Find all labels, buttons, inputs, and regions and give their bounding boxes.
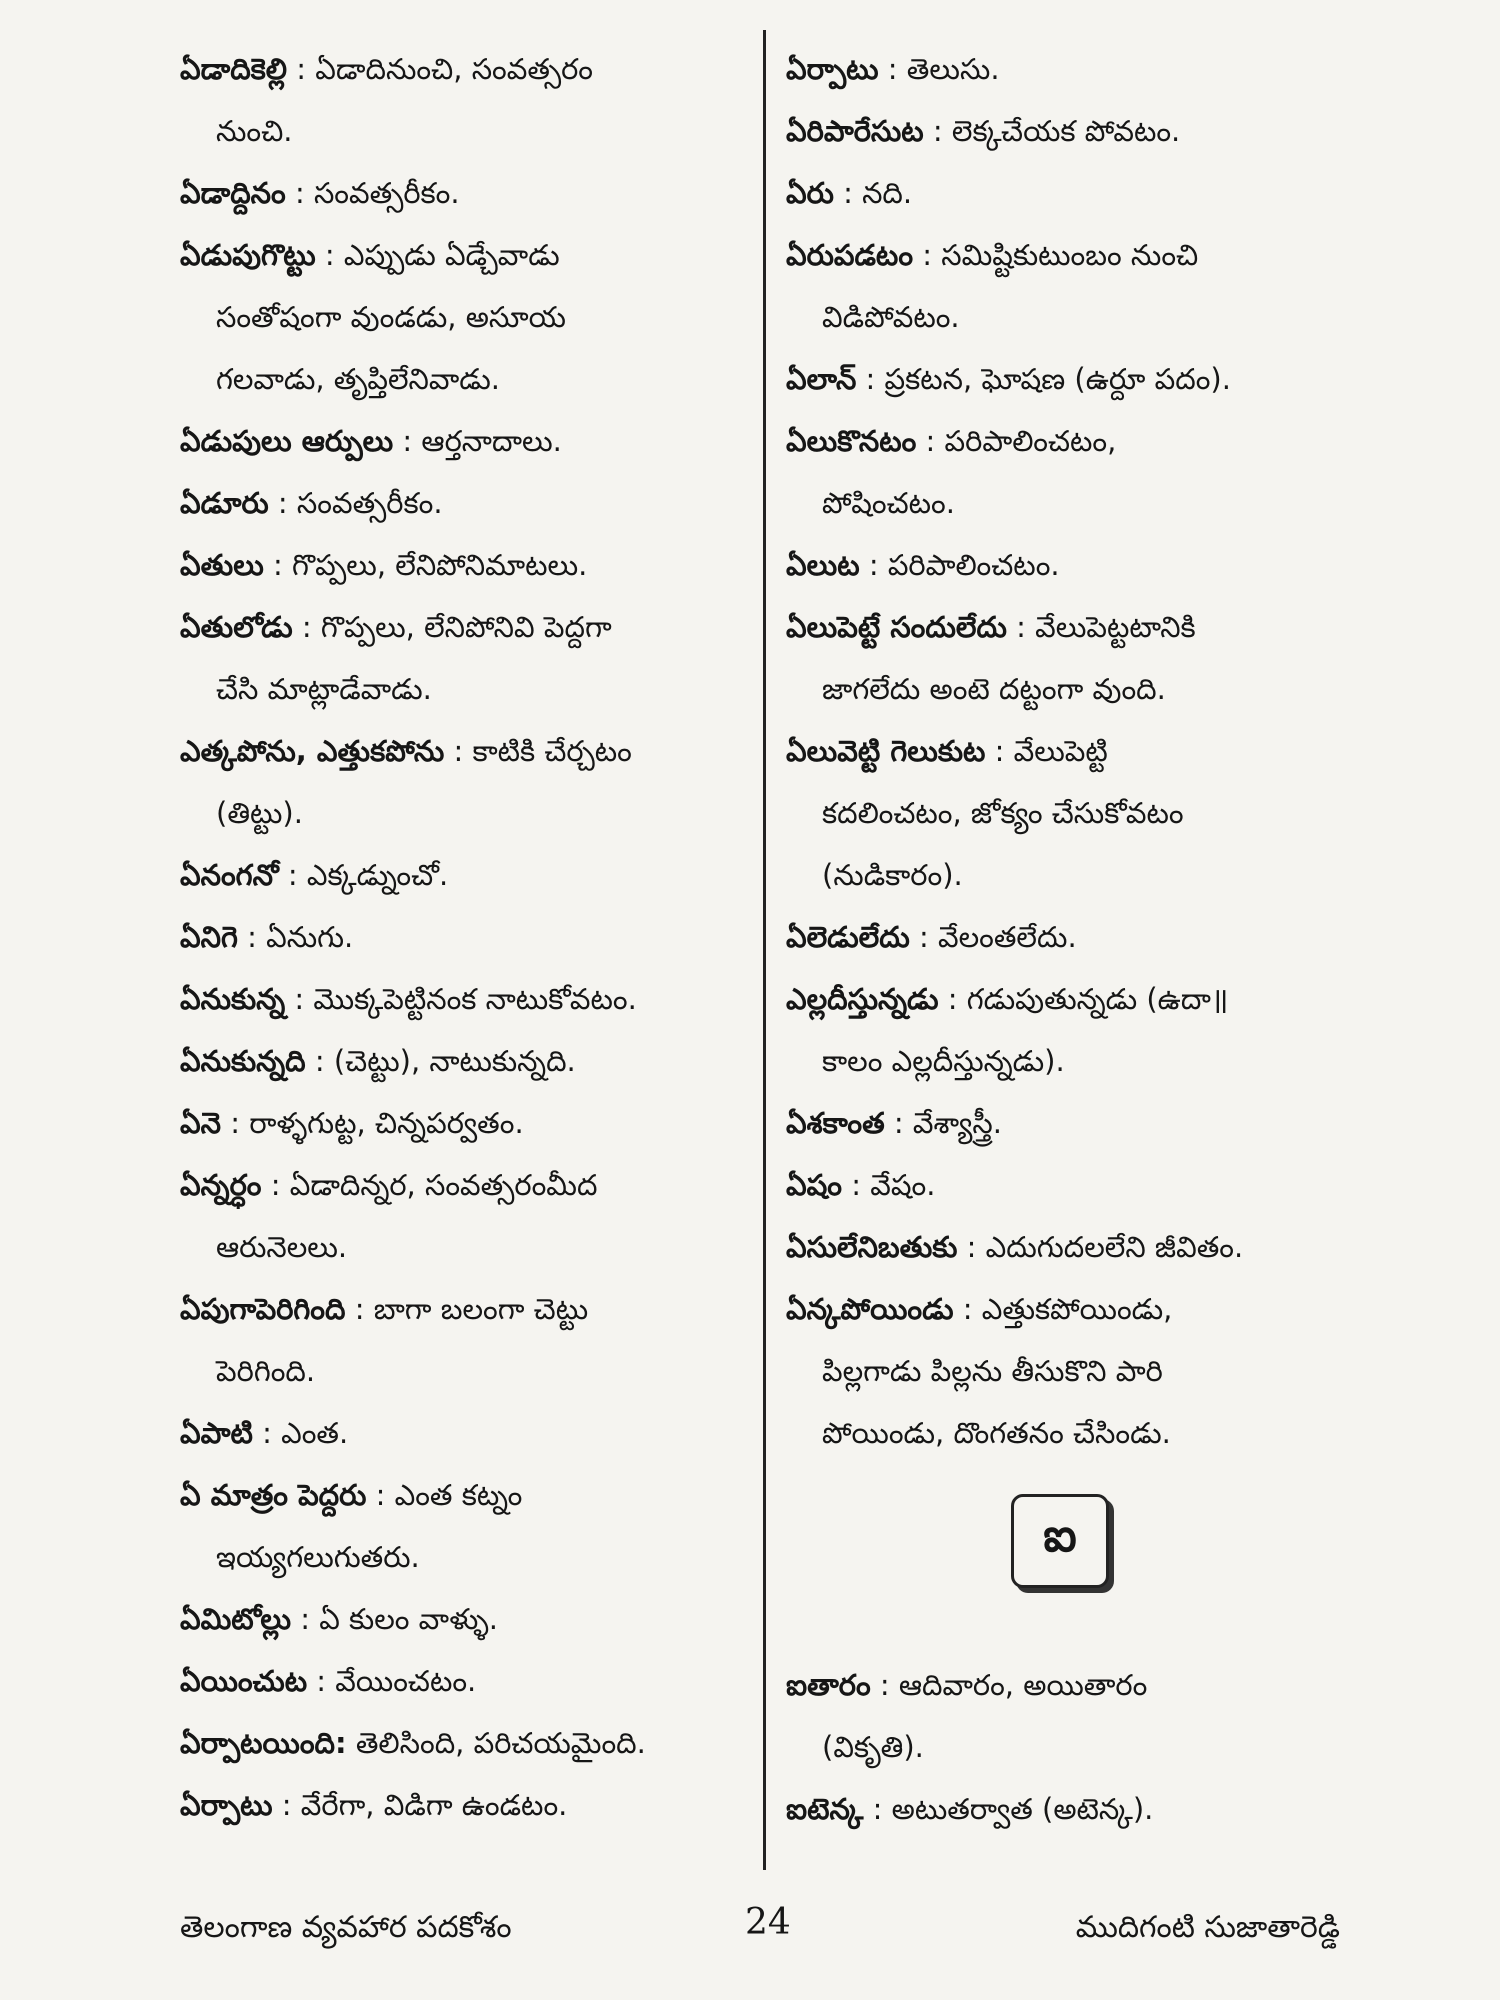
dictionary-entry (786, 348, 1341, 410)
entry-definition-continued: సంతోషంగా వుండడు, అసూయ (216, 300, 566, 334)
entry-definition-continued: విడిపోవటం. (822, 300, 960, 334)
entry-definition: : పరిపాలించటం. (859, 548, 1060, 582)
entry-definition: : రాళ్ళగుట్ట, చిన్నపర్వతం. (220, 1106, 524, 1140)
entry-headword: ఏన్కపోయిండు (786, 1292, 954, 1326)
entry-definition-continued: కాలం ఎల్లదీస్తున్నడు). (822, 1044, 1065, 1078)
footer-book-title: తెలంగాణ వ్యవహార పదకోశం (180, 1910, 512, 1945)
dictionary-entry (180, 1712, 755, 1774)
entry-definition: : గొప్పలు, లేనిపోనిమాటలు. (263, 548, 588, 582)
entry-headword: ఏలెడులేదు (786, 920, 910, 954)
entry-definition: : ఎక్కడ్నుంచో. (278, 858, 449, 892)
entry-definition: : ఆదివారం, అయితారం (870, 1668, 1148, 1702)
entry-headword: ఏరిపారేసుట (786, 114, 924, 148)
entry-headword: ఏసులేనిబతుకు (786, 1230, 958, 1264)
section-letter: ఐ (1043, 1508, 1077, 1562)
dictionary-entry (180, 1464, 755, 1588)
entry-definition-continued: (వికృతి). (822, 1730, 924, 1764)
entry-definition: : ఎంత. (252, 1416, 349, 1450)
entry-headword: ఏ మాత్రం పెద్దరు (180, 1478, 367, 1512)
entry-definition: : సంవత్సరీకం. (285, 176, 460, 210)
entry-headword: ఏనంగనో (180, 858, 279, 892)
entry-definition: : బాగా బలంగా చెట్టు (345, 1292, 589, 1326)
dictionary-entry (786, 1154, 1341, 1216)
entry-definition: : పరిపాలించటం, (916, 424, 1117, 458)
dictionary-entry (786, 1216, 1341, 1278)
entry-headword: ఏడాద్దినం (180, 176, 286, 210)
entry-definition: : ఏడాదినుంచి, సంవత్సరం (287, 52, 594, 86)
entry-definition: : వేరేగా, విడిగా ఉండటం. (272, 1788, 568, 1822)
entry-headword: ఏర్పాటయింది: (180, 1726, 347, 1760)
entry-definition-continued: నుంచి. (216, 114, 293, 148)
dictionary-entry (180, 968, 755, 1030)
dictionary-entry (786, 224, 1341, 348)
right-entries-bottom (786, 1654, 1341, 1840)
entry-definition: : ఏ కులం వాళ్ళు. (290, 1602, 498, 1636)
entry-definition: : ఏడాదిన్నర, సంవత్సరంమీద (261, 1168, 598, 1202)
entry-definition: తెలిసింది, పరిచయమైంది. (346, 1726, 646, 1760)
entry-headword: ఎల్లదీస్తున్నడు (786, 982, 939, 1016)
left-column (180, 38, 755, 1836)
entry-definition: : వేలంతలేదు. (909, 920, 1077, 954)
entry-definition: : సమిష్టికుటుంబం నుంచి (913, 238, 1199, 272)
dictionary-entry (180, 596, 755, 720)
entry-headword: ఎత్కపోను, ఎత్తుకపోను (180, 734, 445, 768)
dictionary-entry (180, 38, 755, 162)
entry-definition: : వేలుపెట్టటానికి (1006, 610, 1196, 644)
entry-headword: ఏలుకొనటం (786, 424, 917, 458)
entry-definition-continued: పోషించటం. (822, 486, 955, 520)
entry-definition: : ఎత్తుకపోయిండు, (953, 1292, 1173, 1326)
entry-definition: : ఆర్తనాదాలు. (393, 424, 562, 458)
entry-definition-continued: ఆరునెలలు. (216, 1230, 348, 1264)
dictionary-entry (786, 100, 1341, 162)
dictionary-entry (180, 224, 755, 410)
entry-definition: : సంవత్సరీకం. (268, 486, 443, 520)
entry-headword: ఏనిగె (180, 920, 238, 954)
dictionary-entry (180, 534, 755, 596)
entry-headword: ఏతులు (180, 548, 264, 582)
dictionary-entry (786, 162, 1341, 224)
entry-headword: ఏలాన్ (786, 362, 857, 396)
entry-definition-continued: జాగలేదు అంటె దట్టంగా వుంది. (822, 672, 1166, 706)
entry-headword: ఏనుకున్న (180, 982, 286, 1016)
dictionary-entry (180, 1402, 755, 1464)
entry-headword: ఏనె (180, 1106, 221, 1140)
page-footer (180, 1902, 1340, 1960)
entry-definition: : వేశ్యాస్త్రీ. (884, 1106, 1002, 1140)
dictionary-entry (180, 472, 755, 534)
entry-headword: ఏషం (786, 1168, 842, 1202)
dictionary-entry (786, 968, 1341, 1092)
entry-definition: : గొప్పలు, లేనిపోనివి పెద్దగా (292, 610, 612, 644)
entry-definition-continued: (తిట్టు). (216, 796, 303, 830)
section-header (786, 1464, 1341, 1654)
entry-definition: : తెలుసు. (878, 52, 1000, 86)
entry-definition: : వేలుపెట్టి (985, 734, 1108, 768)
entry-headword: ఐతారం (786, 1668, 871, 1702)
dictionary-entry (180, 906, 755, 968)
entry-headword: ఏపాటి (180, 1416, 253, 1450)
entry-headword: ఏరుపడటం (786, 238, 914, 272)
entry-definition-continued: ఇయ్యగలుగుతరు. (216, 1540, 420, 1574)
column-divider (763, 30, 766, 1870)
entry-definition: : గడుపుతున్నడు (ఉదా॥ (938, 982, 1229, 1016)
section-letter-box (1011, 1494, 1109, 1588)
entry-definition: : ప్రకటన, ఘోషణ (ఉర్దూ పదం). (856, 362, 1231, 396)
dictionary-entry (180, 410, 755, 472)
dictionary-entry (180, 844, 755, 906)
entry-definition: : ఏనుగు. (237, 920, 354, 954)
dictionary-entry (180, 1154, 755, 1278)
dictionary-entry (180, 1092, 755, 1154)
entry-headword: ఏన్నర్ధం (180, 1168, 262, 1202)
entry-definition-continued: పెరిగింది. (216, 1354, 316, 1388)
entry-headword: ఏనుకున్నది (180, 1044, 306, 1078)
dictionary-entry (180, 1650, 755, 1712)
entry-definition-continued: కదలించటం, జోక్యం చేసుకోవటం (822, 796, 1184, 830)
footer-author: ముదిగంటి సుజాతారెడ్డి (1075, 1910, 1340, 1945)
dictionary-entry (786, 1278, 1341, 1464)
entry-headword: ఏరు (786, 176, 834, 210)
entry-headword: ఏడూరు (180, 486, 269, 520)
entry-definition-continued: పోయిండు, దొంగతనం చేసిండు. (822, 1416, 1171, 1450)
entry-headword: ఏలుపెట్టే సందులేదు (786, 610, 1007, 644)
dictionary-entry (180, 162, 755, 224)
entry-headword: ఏడాదికెల్లి (180, 52, 288, 86)
dictionary-entry (786, 410, 1341, 534)
entry-definition-continued: పిల్లగాడు పిల్లను తీసుకొని పారి (822, 1354, 1163, 1388)
dictionary-entry (786, 1092, 1341, 1154)
entry-headword: ఏర్పాటు (180, 1788, 273, 1822)
dictionary-entry (786, 534, 1341, 596)
dictionary-entry (180, 1588, 755, 1650)
entry-headword: ఏలువెట్టి గెలుకుట (786, 734, 986, 768)
entry-definition-continued: (నుడికారం). (822, 858, 963, 892)
entry-headword: ఏలుట (786, 548, 860, 582)
dictionary-entry (180, 1774, 755, 1836)
entry-headword: ఏపుగాపెరిగింది (180, 1292, 346, 1326)
entry-headword: ఐటెన్క (786, 1792, 864, 1826)
right-entries-top (786, 38, 1341, 1464)
entry-definition: : ఎప్పుడు ఏడ్చేవాడు (315, 238, 560, 272)
page-number: 24 (745, 1902, 791, 1943)
entry-headword: ఏశకాంత (786, 1106, 885, 1140)
dictionary-entry (786, 596, 1341, 720)
entry-headword: ఏడుపులు ఆర్పులు (180, 424, 394, 458)
entry-definition-continued: గలవాడు, తృప్తిలేనివాడు. (216, 362, 500, 396)
entry-headword: ఏమిటోల్లు (180, 1602, 291, 1636)
dictionary-entry (180, 1030, 755, 1092)
entry-headword: ఏయించుట (180, 1664, 308, 1698)
dictionary-entry (786, 38, 1341, 100)
entry-headword: ఏతులోడు (180, 610, 293, 644)
entry-definition: : ఎంత కట్నం (366, 1478, 523, 1512)
entry-headword: ఏర్పాటు (786, 52, 879, 86)
right-column (786, 38, 1341, 1840)
entry-definition: : (చెట్టు), నాటుకున్నది. (305, 1044, 576, 1078)
entry-definition-continued: చేసి మాట్లాడేవాడు. (216, 672, 432, 706)
dictionary-entry (180, 1278, 755, 1402)
dictionary-entry (180, 720, 755, 844)
dictionary-entry (786, 1778, 1341, 1840)
entry-definition: : లెక్కచేయక పోవటం. (923, 114, 1181, 148)
entry-definition: : వేషం. (842, 1168, 936, 1202)
entry-definition: : కాటికి చేర్చటం (444, 734, 632, 768)
dictionary-entry (786, 1654, 1341, 1778)
entry-definition: : మొక్కపెట్టినంక నాటుకోవటం. (285, 982, 637, 1016)
entry-definition: : అటుతర్వాత (అటెన్క). (863, 1792, 1154, 1826)
dictionary-entry (786, 720, 1341, 906)
entry-definition: : ఎదుగుదలలేని జీవితం. (957, 1230, 1244, 1264)
entry-headword: ఏడుపుగొట్టు (180, 238, 316, 272)
dictionary-entry (786, 906, 1341, 968)
entry-definition: : నది. (833, 176, 913, 210)
entry-definition: : వేయించటం. (307, 1664, 477, 1698)
